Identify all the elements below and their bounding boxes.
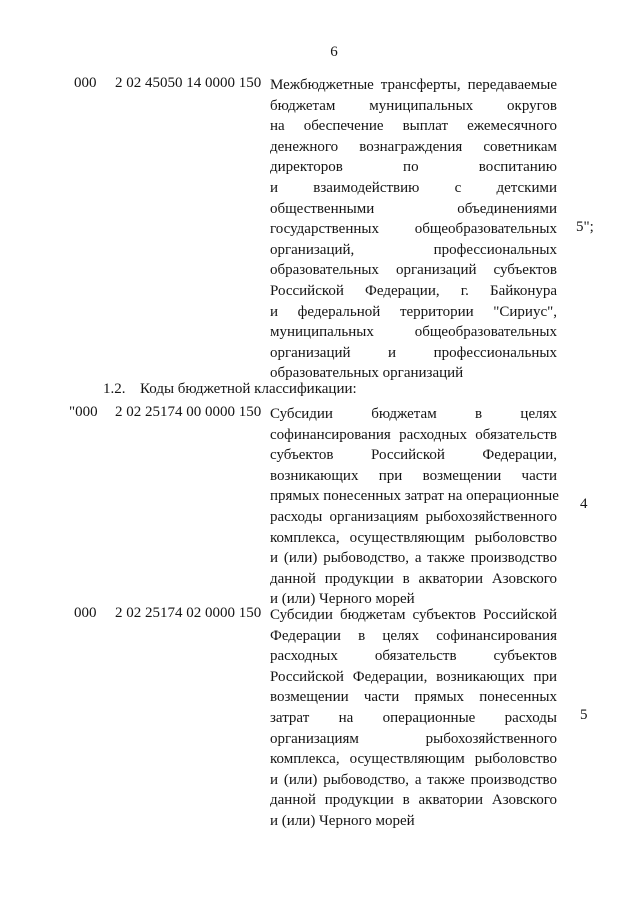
description-line: бюджетам муниципальных округов <box>270 97 557 114</box>
admin-code: 000 <box>74 75 97 91</box>
description-line: организаций и профессиональных <box>270 344 557 361</box>
description-line: данной продукции в акватории Азовского <box>270 792 557 809</box>
description-line: расходы организациям рыбохозяйственного <box>270 508 557 525</box>
description-line: Субсидии бюджетам субъектов Российской <box>270 607 557 623</box>
description-line: образовательных организаций <box>270 365 464 382</box>
description-line: затрат на операционные расходы <box>270 709 557 726</box>
description-line: денежного вознаграждения советникам <box>270 138 557 155</box>
description-line: образовательных организаций субъектов <box>270 262 557 279</box>
description-line: директоров по воспитанию <box>270 159 557 176</box>
section-heading <box>103 381 357 398</box>
description-line: и федеральной территории "Сириус", <box>270 303 557 320</box>
entry-description <box>270 75 557 384</box>
description-line: возмещении части прямых понесенных <box>270 689 557 706</box>
section-number: 1.2. <box>103 381 126 397</box>
description-line: организациям рыбохозяйственного <box>270 730 557 747</box>
description-line: Субсидии бюджетам в целях <box>270 406 557 422</box>
page-number: 6 <box>330 44 338 60</box>
description-line: организаций, профессиональных <box>270 241 557 258</box>
entry-description <box>270 605 557 832</box>
description-line: муниципальных общеобразовательных <box>270 324 557 341</box>
description-line: комплекса, осуществляющим рыболовство <box>270 751 557 768</box>
description-line: на обеспечение выплат ежемесячного <box>270 118 557 135</box>
description-line: государственных общеобразовательных <box>270 221 557 238</box>
description-line: Межбюджетные трансферты, передаваемые <box>270 77 557 93</box>
description-line: общественными объединениями <box>270 200 557 217</box>
entry-value: 5 <box>580 707 588 723</box>
description-line: и (или) Черного морей <box>270 591 415 608</box>
description-line: Российской Федерации, возникающих при <box>270 668 557 685</box>
entry-value: 5"; <box>576 219 594 235</box>
budget-code: 2 02 45050 14 0000 150 <box>115 75 262 91</box>
description-line: Федерации в целях софинансирования <box>270 627 557 644</box>
budget-code: 2 02 25174 02 0000 150 <box>115 605 262 621</box>
entry-description <box>270 404 557 610</box>
description-line: и взаимодействию с детскими <box>270 179 557 196</box>
description-line: Российской Федерации, г. Байконура <box>270 282 557 299</box>
budget-code: 2 02 25174 00 0000 150 <box>115 404 262 420</box>
entry-value: 4 <box>580 496 588 512</box>
description-line: расходных обязательств субъектов <box>270 648 557 665</box>
description-line: и (или) рыбоводство, а также производство <box>270 771 557 788</box>
description-line: и (или) рыбоводство, а также производство <box>270 550 557 567</box>
section-title: Коды бюджетной классификации: <box>140 381 357 397</box>
description-line: данной продукции в акватории Азовского <box>270 570 557 587</box>
description-line: субъектов Российской Федерации, <box>270 447 557 464</box>
description-line: и (или) Черного морей <box>270 812 415 829</box>
description-line: возникающих при возмещении части <box>270 467 557 484</box>
admin-code: "000 <box>69 404 98 420</box>
description-line: софинансирования расходных обязательств <box>270 426 557 443</box>
description-line: прямых понесенных затрат на операционные <box>270 488 559 505</box>
admin-code: 000 <box>74 605 97 621</box>
description-line: комплекса, осуществляющим рыболовство <box>270 529 557 546</box>
